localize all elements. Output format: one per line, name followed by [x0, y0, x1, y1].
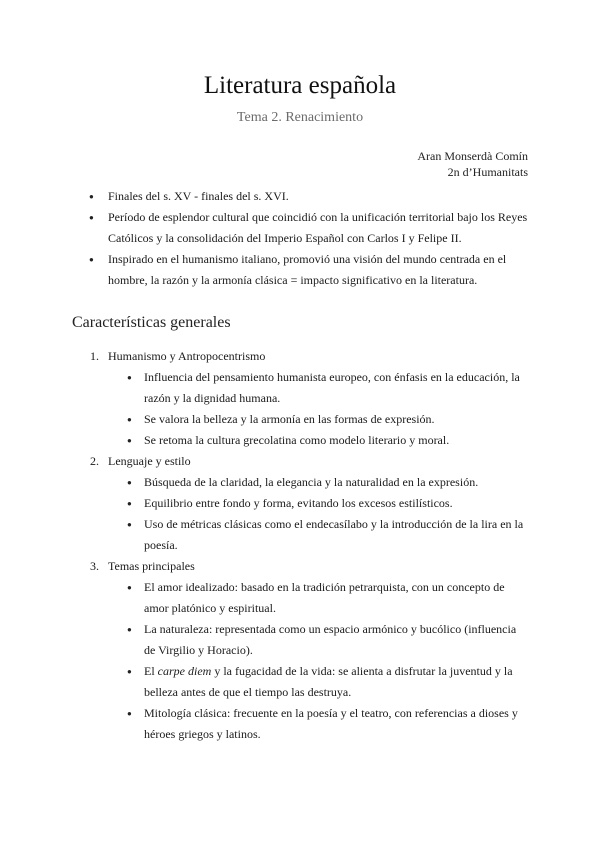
topic-sublist — [108, 367, 528, 451]
carpe-diem-suffix: y la fugacidad de la vida: se alienta a disfrutar la juventud y la belleza antes de que el tiempo las destruya. — [144, 664, 513, 699]
author-name: Aran Monserdà Comín — [417, 149, 528, 163]
topic-subitem: ● Uso de métricas clásicas como el endecasílabo y la introducción de la lira en la poesía. — [108, 514, 528, 556]
topic-sublist — [108, 472, 528, 556]
author-block — [417, 148, 528, 180]
section-heading: Características generales — [72, 314, 231, 331]
topic-subitem: ● La naturaleza: representada como un espacio armónico y bucólico (influencia de Virgilio y Horacio). — [108, 619, 528, 661]
topic-subitem: ● Influencia del pensamiento humanista europeo, con énfasis en la educación, la razón y la dignidad humana. — [108, 367, 528, 409]
topic-subitem: ● Se valora la belleza y la armonía en las formas de expresión. — [108, 409, 528, 430]
topic-title: Temas principales — [108, 559, 195, 573]
intro-bullet: ● Finales del s. XV - finales del s. XVI. — [72, 186, 528, 207]
topics-list — [72, 346, 528, 745]
topic-item — [72, 346, 528, 451]
topic-number: 3. — [90, 559, 99, 573]
intro-bullet-list — [72, 186, 528, 291]
carpe-diem-prefix: El — [144, 664, 158, 678]
topic-subitem: ● Equilibrio entre fondo y forma, evitando los excesos estilísticos. — [108, 493, 528, 514]
topic-number: 2. — [90, 454, 99, 468]
topic-subitem: ● El amor idealizado: basado en la tradición petrarquista, con un concepto de amor platónico y espiritual. — [108, 577, 528, 619]
carpe-diem-emphasis: carpe diem — [157, 664, 212, 678]
topic-title: Humanismo y Antropocentrismo — [108, 349, 266, 363]
topic-item — [72, 451, 528, 556]
topic-subitem: ● Búsqueda de la claridad, la elegancia y la naturalidad en la expresión. — [108, 472, 528, 493]
topic-subitem: ● Se retoma la cultura grecolatina como modelo literario y moral. — [108, 430, 528, 451]
page-subtitle: Tema 2. Renacimiento — [236, 110, 364, 125]
course-name: 2n d’Humanitats — [447, 165, 528, 179]
page-title: Literatura española — [203, 72, 397, 99]
intro-bullet: ● Inspirado en el humanismo italiano, promovió una visión del mundo centrada en el hombre, la razón y la armonía clásica = impacto significativo en la literatura. — [72, 249, 528, 291]
intro-bullet: ● Período de esplendor cultural que coincidió con la unificación territorial bajo los Reyes Católicos y la consolidación del Imperio Español con Carlos I y Felipe II. — [72, 207, 528, 249]
topic-number: 1. — [90, 349, 99, 363]
topic-subitem: ● Mitología clásica: frecuente en la poesía y el teatro, con referencias a dioses y héroes griegos y latinos. — [108, 703, 528, 745]
topic-subitem — [108, 661, 528, 703]
topic-sublist — [108, 577, 528, 745]
topic-title: Lenguaje y estilo — [108, 454, 191, 468]
topic-item — [72, 556, 528, 745]
